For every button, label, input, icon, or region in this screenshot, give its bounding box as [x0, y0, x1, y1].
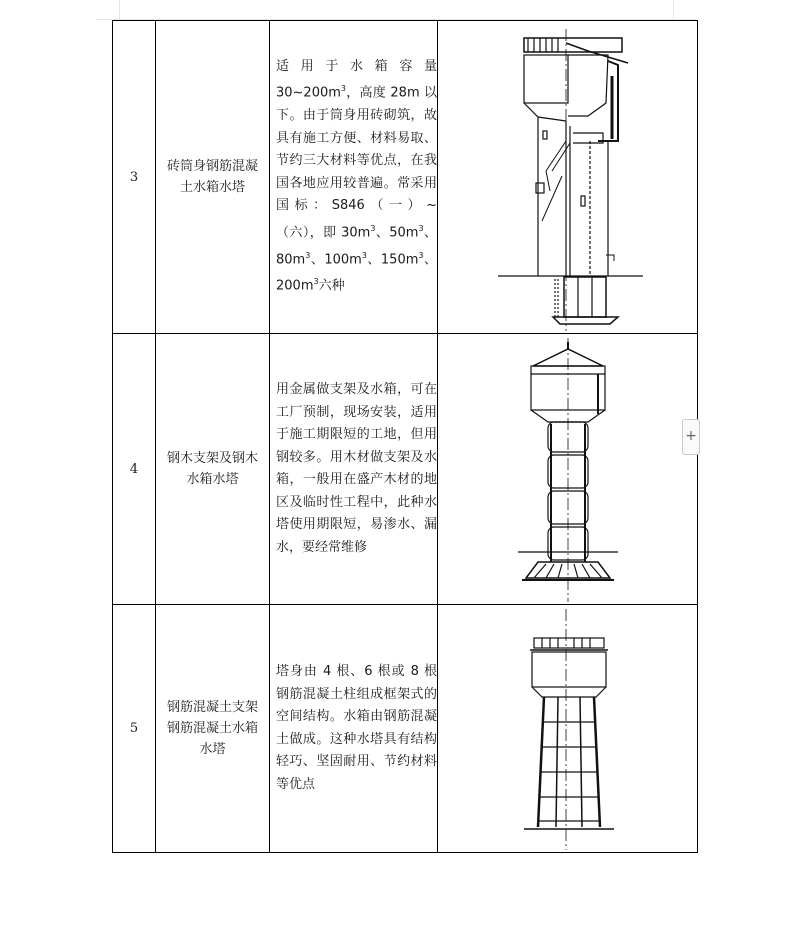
brick-shaft-tower-figure: [438, 21, 698, 334]
table-row: [113, 334, 698, 605]
tower-description: 用金属做支架及水箱，可在工厂预制，现场安装，适用于施工期限短的工地，但用钢较多。用木材做支架及水箱，一般用在盛产木材的地区及临时性工程中，此种水塔使用期限短，易渗水、漏水，要经常维修: [270, 334, 438, 605]
table-row: [113, 21, 698, 334]
row-number: 5: [113, 605, 156, 853]
rc-frame-tower-figure: [438, 605, 698, 853]
row-number: 3: [113, 21, 156, 334]
row-number: 4: [113, 334, 156, 605]
steel-wood-tower-figure: [438, 334, 698, 605]
page-corner-guide-left: [119, 0, 120, 19]
tower-type-name: 钢筋混凝土支架钢筋混凝土水箱水塔: [156, 605, 270, 853]
rc-frame-tower-drawing: [438, 605, 697, 852]
brick-shaft-tower-drawing: [438, 21, 697, 333]
tower-type-name: 砖筒身钢筋混凝土水箱水塔: [156, 21, 270, 334]
steel-wood-tower-drawing: [438, 334, 697, 604]
water-tower-table: [112, 20, 698, 853]
page-corner-guide-right: [673, 0, 674, 19]
plus-icon: +: [685, 428, 697, 444]
tower-type-name: 钢木支架及钢木水箱水塔: [156, 334, 270, 605]
tower-description: 适用于水箱容量$30\sim 200m^3$，高度 28m 以下。由于筒身用砖砌筑，故具有施工方便、材料易取、节约三大材料等优点，在我国各地应用较普遍。常采用国标：S846（一）~（六），即 $30m^3$、$50m^3$、$80m^3$、$100m^3$、$150m^3$、$200m^3$六种: [270, 21, 438, 334]
table-row: [113, 605, 698, 853]
tower-description: 塔身由 4 根、6 根或 8 根钢筋混凝土柱组成框架式的空间结构。水箱由钢筋混凝土做成。这种水塔具有结构轻巧、坚固耐用、节约材料等优点: [270, 605, 438, 853]
add-column-button[interactable]: [682, 419, 700, 455]
